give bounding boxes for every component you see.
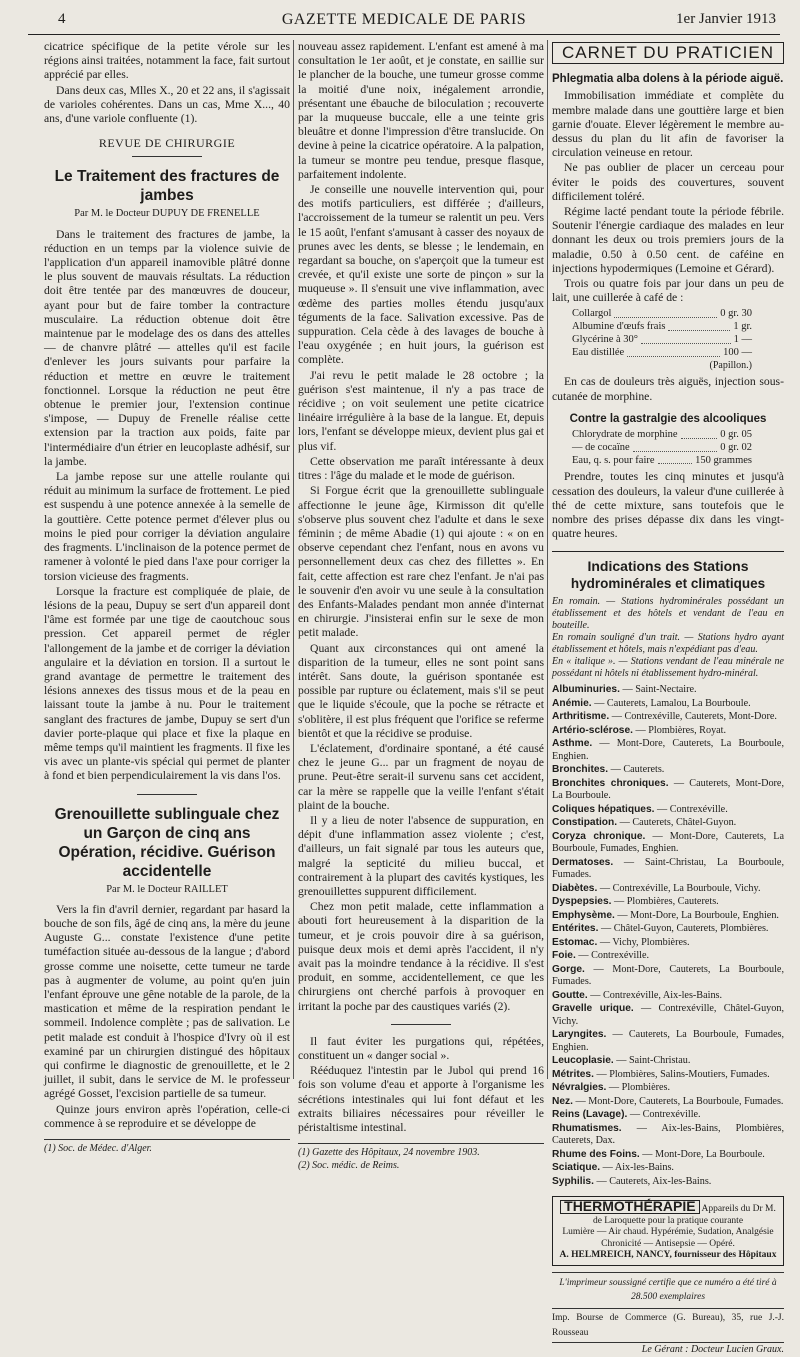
station-names: — Cauterets. <box>610 764 665 776</box>
station-names: — Aix-les-Bains, Plombières, Cauterets, Dax. <box>552 1122 784 1147</box>
station-disease: Albuminuries. <box>552 684 620 696</box>
section-title: Phlegmatia alba dolens à la période aiguë. <box>552 73 784 86</box>
formula-row <box>572 308 752 321</box>
station-entry <box>552 937 784 950</box>
dose: 0 gr. 02 <box>720 441 752 453</box>
station-entry <box>552 896 784 909</box>
station-entry <box>552 910 784 923</box>
station-names: — Contrexéville. <box>578 950 650 962</box>
station-disease: Coryza chronique. <box>552 830 646 842</box>
paragraph: Chez mon petit malade, cette inflammation a abouti fort heureusement à la disparition de la tumeur, et je crois pouvoir dire à sa guérison, puisque deux mois et demi après l'accident, il n'y avait pas la moindre tendance à la récidive. Il s'est produit, en somme, accidentellement, ce que les chirurgiens ont cherché parfois à provoquer en irritant la poche par des caustiques variés (2). <box>298 900 544 1013</box>
formula-1 <box>572 308 752 372</box>
formula-row <box>572 442 752 455</box>
stations-legend <box>552 596 784 680</box>
paragraph: En cas de douleurs très aiguës, injection sous-cutanée de morphine. <box>552 375 784 403</box>
ingredient: Chlorydrate de morphine <box>572 429 678 441</box>
dose: 1 gr. <box>733 321 752 333</box>
paragraph: Immobilisation immédiate et complète du membre malade dans une gouttière large et bien garnie d'ouate. Elever légèrement le membre au-dessus du plan du lit afin de favoriser la circulation veineuse en retour. <box>552 89 784 160</box>
station-names: — Cauterets, Châtel-Guyon. <box>619 817 737 829</box>
station-disease: Gorge. <box>552 963 585 975</box>
formula-row <box>572 347 752 360</box>
station-names: — Contrexéville. <box>657 803 728 815</box>
station-entry <box>552 817 784 830</box>
paragraph: L'éclatement, d'ordinaire spontané, a été causé chez le jeune G... par un fragment de noyau de prune. Peut-être serait-il survenu sans cet accident, car la mère se rappelle que la veille l'enfant s'était plaint de la bouche. <box>298 741 544 812</box>
station-disease: Foie. <box>552 950 576 962</box>
legend-item: En romain. — Stations hydrominérales possédant un établissement et des hôtels et vendant de l'eau en bouteille. <box>552 596 784 632</box>
station-disease: Estomac. <box>552 936 598 948</box>
station-names: — Contrexéville, Aix-les-Bains. <box>590 989 723 1001</box>
ingredient: Albumine d'œufs frais <box>572 321 666 333</box>
paragraph: Lorsque la fracture est compliquée de plaie, de lésions de la peau, Dupuy se sert d'un appareil dont l'âme est formée par une tige de caoutchouc sous pression. Cet appareil permet de régler l'allongement de la jambe et de corriger la déviation angulaire et la déviation en torsion. Il a surtout le grand avantage de permettre le traitement des lésions annexes des tissus mous et de la peau en laissant toute la jambe à nu. Pour le traitement sanglant des fractures de jambe, Dupuy se sert d'un davier porte-plaque qui place et fixe la plaque en même temps qu'il maintient les fragments. Il fixe les vis avec un plante-vis spécial qui permet de planter à fond et bien perpendiculairement la vis dans l'os. <box>44 584 290 783</box>
paragraph: Ne pas oublier de placer un cerceau pour éviter le poids des couvertures, souvent difficilement toléré. <box>552 161 784 203</box>
station-disease: Arthritisme. <box>552 711 610 723</box>
article-author: Par M. le Docteur RAILLET <box>106 883 228 895</box>
legend-item: En « italique ». — Stations vendant de l'eau minérale ne possédant ni hôtels ni établissement hydro-minéral. <box>552 656 784 680</box>
page-number: 4 <box>58 11 66 27</box>
print-run-note: L'imprimeur soussigné certifie que ce numéro a été tiré à 28.500 exemplaires <box>552 1272 784 1304</box>
station-entry <box>552 1162 784 1175</box>
station-entry <box>552 1149 784 1162</box>
printer-line: Imp. Bourse de Commerce (G. Bureau), 35, rue J.-J. Rousseau <box>552 1308 784 1342</box>
station-disease: Reins (Lavage). <box>552 1109 628 1121</box>
station-entry <box>552 684 784 697</box>
station-entry <box>552 764 784 777</box>
formula-source: (Papillon.) <box>709 359 752 371</box>
ingredient: Glycérine à 30° <box>572 334 639 346</box>
station-names: — Mont-Dore, Cauterets, La Bourboule, Fumades, Enghien. <box>552 830 785 855</box>
paragraph: Il y a lieu de noter l'absence de suppuration, en dépit d'une inflammation assez violente ; c'est, d'ailleurs, un fait signalé par tous les auteurs que, malgré la septicité du milieu buccal, et contrairement à la plupart des cavités kystiques, les grenouillettes suppurent difficilement. <box>298 813 544 898</box>
notice-paragraph: Rééduquez l'intestin par le Jubol qui prend 16 fois son volume d'eau et apporte à l'organisme les sécrétions intestinales qui lui font défaut et les extraits biliaires nécessaires pour réveiller le péristaltisme intestinal. <box>298 1064 544 1135</box>
station-disease: Entérites. <box>552 923 599 935</box>
station-names: — Contrexéville, Cauterets, Mont-Dore. <box>611 711 777 723</box>
station-entry <box>552 923 784 936</box>
rubric-label: REVUE DE CHIRURGIE <box>98 136 236 151</box>
column-right <box>552 40 785 1355</box>
station-entry <box>552 950 784 963</box>
station-names: — Aix-les-Bains. <box>602 1162 674 1174</box>
station-names: — Mont-Dore, Cauterets, La Bourboule, Fumades. <box>575 1095 784 1107</box>
ingredient: Eau, q. s. pour faire <box>572 454 655 466</box>
station-disease: Laryngites. <box>552 1029 607 1041</box>
station-entry <box>552 738 784 763</box>
station-disease: Dermatoses. <box>552 856 614 868</box>
ad-tagline: Appareils du Dr M. de Laroquette pour la pratique courante <box>592 1204 776 1226</box>
station-disease: Névralgies. <box>552 1082 607 1094</box>
station-disease: Goutte. <box>552 989 588 1001</box>
station-entry <box>552 1082 784 1095</box>
station-disease: Rhume des Foins. <box>552 1148 640 1160</box>
station-disease: Gravelle urique. <box>552 1003 634 1015</box>
station-entry <box>552 1069 784 1082</box>
divider <box>132 156 202 157</box>
dose: 100 — <box>723 346 752 358</box>
dose: 0 gr. 05 <box>720 429 752 441</box>
ad-title: THERMOTHÉRAPIE <box>560 1200 699 1214</box>
paragraph: J'ai revu le petit malade le 28 octobre ; la guérison s'est maintenue, il n'y a pas trace de récidive ; on voit seulement une petite cicatrice linéaire irrégulière à la base de la langue. Et, depuis lors, l'enfant se développe mieux, devient plus gai et plus vif. <box>298 368 544 453</box>
station-names: — Mont-Dore, La Bourboule, Enghien. <box>617 909 779 921</box>
paragraph: Prendre, toutes les cinq minutes et jusqu'à cessation des douleurs, la valeur d'une cuillerée à thé de cette mixture, sans toutefois que le nombre des prises dépasse dix dans les vingt-quatre heures. <box>552 470 784 541</box>
station-disease: Constipation. <box>552 817 618 829</box>
ingredient: Collargol <box>572 308 612 320</box>
station-entry <box>552 1096 784 1109</box>
paragraph: La jambe repose sur une attelle roulante qui réduit au minimum la surface de frottement. Le pied est suspendu à une potence annexée à la semelle de la gouttière. Cette potence permet d'élever plus ou moins le pied pour corriger la déviation angulaire des fragments. L'inclinaison de la potence permet de ramener à volonté le pied dans l'axe pour corriger la torsion vicieuse des fragments. <box>44 470 290 583</box>
station-names: — Contrexéville, La Bourboule, Vichy. <box>599 882 761 894</box>
station-entry <box>552 804 784 817</box>
section-rubric <box>44 136 290 157</box>
station-names: — Saint-Christau. <box>616 1055 691 1067</box>
station-names: — Cauterets, La Bourboule, Fumades, Enghien. <box>552 1029 785 1053</box>
paragraph: Dans le traitement des fractures de jambe, la réduction en un temps par la violence suivie de l'application d'un appareil inamovible plâtré donne le plus souvent de mauvais résultats. La réduction doit être tentée par des manœuvres de douceur, ayant pour but de faire tomber la contracture musculaire. La réduction obtenue doit être maintenue par le modelage des os dans des attelles — de chanvre plâtré — attelles qu'il est facile d'enlever les jours suivants pour parfaire la réduction et mettre en œuvre le traitement fonctionnel. Lorsque la réduction ne peut être obtenue le premier jour, l'extension continue s'impose, — Dupuy de Frenelle réalise cette extension par la traction aux poids, faite par l'intermédiaire d'un étrier en leucoplaste adhésif, sur la jambe. <box>44 227 290 468</box>
station-entry <box>552 883 784 896</box>
station-disease: Dyspepsies. <box>552 896 612 908</box>
divider <box>391 1024 451 1025</box>
stations-heading-line1: Indications des Stations <box>587 558 749 575</box>
footnote: (1) Soc. de Médec. d'Alger. <box>44 1143 152 1154</box>
station-disease: Coliques hépatiques. <box>552 803 655 815</box>
station-entry <box>552 1109 784 1122</box>
paragraph: Cette observation me paraît intéressante à deux titres : l'âge du malade et le mode de guérison. <box>298 454 544 483</box>
ad-line: A. HELMREICH, NANCY, fournisseur des Hôpitaux <box>559 1250 777 1261</box>
gerant-line: Le Gérant : Docteur Lucien Graux. <box>641 1343 784 1355</box>
station-entry <box>552 990 784 1003</box>
station-names: — Cauterets, Lamalou, La Bourboule. <box>594 697 751 709</box>
station-names: — Cauterets, Mont-Dore, La Bourboule. <box>552 777 785 802</box>
station-names: — Plombières. <box>608 1082 671 1094</box>
station-disease: Bronchites chroniques. <box>552 777 669 789</box>
column-rule <box>547 40 548 1079</box>
station-entry <box>552 831 784 856</box>
station-entry <box>552 698 784 711</box>
article-title: Le Traitement des fractures de jambes <box>54 168 280 205</box>
station-disease: Artério-sclérose. <box>552 724 633 736</box>
column-rule <box>293 40 294 1079</box>
paragraph: nouveau assez rapidement. L'enfant est amené à ma consultation le 1er août, et je constate, en saillie sur le plancher de la bouche, une tumeur grosse comme la moitié d'une noix, inégalement arrondie, présentant une ébauche de biloculation ; recouverte par la muqueuse buccale, elle a une teinte gris bleuâtre et donne l'impression d'être translucide. On devine à peine la cicatrice opératoire. A la palpation, la tumeur se montre peu tendue, presque flasque, parfaitement indolente. <box>298 40 544 181</box>
paragraph: Vers la fin d'avril dernier, regardant par hasard la bouche de son fils, âgé de cinq ans, la mère du jeune Auguste G... constate l'existence d'une petite tuméfaction située au-dessous de la langue ; d'abord grosse comme une noisette, cette tumeur ne tarde pas à augmenter de volume, au point qu'en juin l'enfant éprouve une gêne notable de la parole, de la mastication et même de la respiration pendant le sommeil. Indolence complète ; pas de salivation. Le petit malade est conduit à l'hospice d'Ivry où il est examiné par un chirurgien distingué des hôpitaux qui confirme le diagnostic de grenouillette, et le 2 juillet, il subit, dans le service de M. le professeur agrégé Gosset, l'excision partielle de sa tumeur. <box>44 902 290 1101</box>
station-names: — Mont-Dore, Cauterets, La Bourboule, Enghien. <box>552 738 785 762</box>
stations-heading-line2: hydrominérales et climatiques <box>570 576 766 592</box>
advertisement <box>552 1196 784 1266</box>
divider <box>137 794 197 795</box>
paragraph: Régime lacté pendant toute la période fébrile. Soutenir l'énergie cardiaque des malades en leur donnant les deux ou trois premiers jours de la maladie, 0.50 à 0.50 cent. de caféine en injections hypodermiques (Lemoine et Gérard). <box>552 205 784 275</box>
station-entry <box>552 964 784 989</box>
carnet-heading: CARNET DU PRATICIEN <box>552 42 784 64</box>
station-names: — Châtel-Guyon, Cauterets, Plombières. <box>600 923 769 935</box>
station-names: — Mont-Dore, La Bourboule. <box>642 1148 765 1160</box>
ad-line: Chronicité — Antisepsie — Opéré. <box>601 1238 735 1249</box>
station-disease: Métrites. <box>552 1068 594 1080</box>
station-disease: Asthme. <box>552 738 593 750</box>
ingredient: Eau distillée <box>572 346 625 358</box>
station-disease: Diabètes. <box>552 882 598 894</box>
paragraph: Quant aux circonstances qui ont amené la disparition de la tumeur, elles ne sont point sans intérêt. Sans doute, la guérison spontanée est possible par rupture ou éclatement, mais s'il se peut que le liquide s'écoule, que la poche se rétracte et s'oblitère, il est plus fréquent que l'orifice se referme bientôt et que la récidive se produise. <box>298 641 544 740</box>
station-disease: Emphysème. <box>552 909 615 921</box>
ad-line: Lumière — Air chaud. Hypérémie, Sudation, Analgésie <box>562 1227 774 1238</box>
station-entry <box>552 1003 784 1028</box>
station-names: — Contrexéville. <box>629 1109 701 1121</box>
section-title: Contre la gastralgie des alcooliques <box>569 412 767 425</box>
station-names: — Vichy, Plombières. <box>599 936 690 948</box>
column-middle <box>298 40 544 1171</box>
station-entry <box>552 725 784 738</box>
station-entry <box>552 778 784 803</box>
station-disease: Anémie. <box>552 697 592 709</box>
dose: 0 gr. 30 <box>720 308 752 320</box>
station-names: — Plombières, Cauterets. <box>614 896 719 908</box>
station-disease: Bronchites. <box>552 764 609 776</box>
formula-2 <box>572 429 752 467</box>
issue-date: 1er Janvier 1913 <box>676 11 776 27</box>
station-names: — Saint-Christau, La Bourboule, Fumades. <box>552 856 784 881</box>
formula-row <box>572 321 752 334</box>
station-names: — Contrexéville, Châtel-Guyon, Vichy. <box>552 1003 785 1027</box>
station-disease: Nez. <box>552 1095 573 1107</box>
station-names: — Cauterets, Aix-les-Bains. <box>596 1175 712 1187</box>
paragraph: Dans deux cas, Mlles X., 20 et 22 ans, il s'agissait de varioles cohérentes. Dans un cas, Mme X..., 40 ans, d'une variole confluente (1). <box>44 83 290 126</box>
station-names: — Plombières, Salins-Moutiers, Fumades. <box>596 1068 770 1080</box>
footnote: (2) Soc. médic. de Reims. <box>298 1159 400 1171</box>
notice-paragraph: Il faut éviter les purgations qui, répétées, constituent un « danger social ». <box>298 1034 544 1063</box>
paragraph: Si Forgue écrit que la grenouillette sublinguale affectionne le jeune âge, Kirmisson dit qu'elle s'observe plus souvent chez l'adulte et dans le sexe féminin ; de même Abadie (1) qui ajoute : « on en observe cependant chez l'enfant, nous en avons vu personnellement deux cas chez des fillettes ». En fait, cette affection est rare chez l'enfant. Je n'ai pas le souvenir d'en avoir vu une seule à la consultation des Enfants-Malades pendant mon année d'internat en chirurgie. J'insisterai enfin sur le sexe de mon petit malade. <box>298 484 544 640</box>
ingredient: — de cocaïne <box>572 441 630 453</box>
station-entry <box>552 711 784 724</box>
station-names: — Plombières, Royat. <box>635 724 727 736</box>
article-author: Par M. le Docteur DUPUY DE FRENELLE <box>74 208 260 220</box>
article-title: Grenouillette sublinguale chez un Garçon de cinq ans Opération, récidive. Guérison accidentelle <box>54 805 280 880</box>
station-entry <box>552 857 784 882</box>
legend-item: En romain souligné d'un trait. — Stations hydro ayant établissement et hôtels, mais n'expédiant pas d'eau. <box>552 632 784 656</box>
paragraph: cicatrice spécifique de la petite vérole sur les régions ainsi traitées, notamment la face, fait surtout apprécié par elles. <box>44 40 290 82</box>
station-disease: Syphilis. <box>552 1175 594 1187</box>
station-disease: Leucoplasie. <box>552 1055 614 1067</box>
column-left <box>44 40 290 1154</box>
stations-list <box>552 684 784 1188</box>
paragraph: Quinze jours environ après l'opération, celle-ci commence à se reproduire et se développe de <box>44 1102 290 1130</box>
station-entry <box>552 1123 784 1148</box>
footnotes <box>44 1139 290 1156</box>
station-names: — Mont-Dore, Cauterets, La Bourboule, Fumades. <box>552 963 784 988</box>
journal-title: GAZETTE MEDICALE DE PARIS <box>281 11 527 28</box>
footnote: (1) Gazette des Hôpitaux, 24 novembre 1903. <box>298 1147 480 1159</box>
formula-row <box>572 334 752 347</box>
paragraph: Trois ou quatre fois par jour dans un peu de lait, une cuillerée à café de : <box>552 277 784 305</box>
page-header <box>28 8 780 35</box>
station-names: — Saint-Nectaire. <box>622 684 697 696</box>
station-entry <box>552 1055 784 1068</box>
station-disease: Sciatique. <box>552 1162 601 1174</box>
formula-row <box>572 455 752 468</box>
station-entry <box>552 1029 784 1054</box>
station-disease: Rhumatismes. <box>552 1122 622 1134</box>
dose: 150 grammes <box>695 454 752 466</box>
paragraph: Je conseille une nouvelle intervention qui, pour des motifs particuliers, est différée ; d'ailleurs, l'accroissement de la tumeur se ralentit un peu. Vers le 15 août, l'enfant s'amusant à casser des noyaux de prunes avec les dents, se blesse ; le lendemain, en regardant sa bouche, on s'aperçoit que la tumeur est crevée, et qu'il existe une sorte de pinçon » sur la muqueuse ». Il s'ensuit une vive inflammation, avec œdème des parties molles étendu jusqu'aux téguments de la face. Salivation excessive. Pas de suppuration. Cela cède à des lavages de bouche à l'eau oxygénée ; en huit jours, la guérison est complète. <box>298 183 544 367</box>
formula-row <box>572 429 752 442</box>
station-entry <box>552 1176 784 1189</box>
stations-heading <box>552 551 784 592</box>
dose: 1 — <box>733 334 752 346</box>
footnotes <box>298 1143 544 1172</box>
